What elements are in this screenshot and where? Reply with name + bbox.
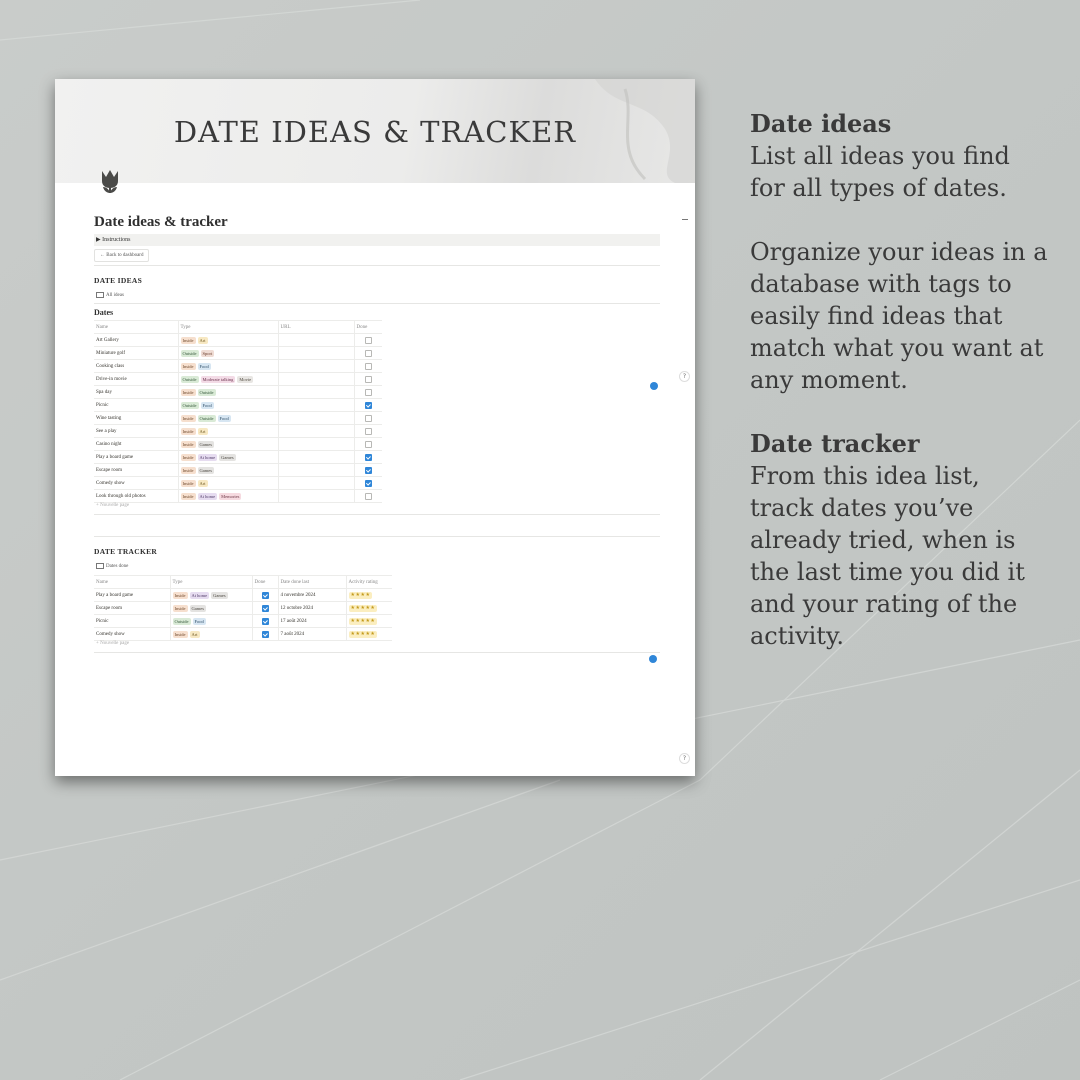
rating-cell[interactable] <box>346 615 392 628</box>
table-icon <box>96 563 104 569</box>
date-ideas-heading: DATE IDEAS <box>94 276 143 285</box>
tag-inside: Inside <box>182 389 194 395</box>
rating-cell[interactable] <box>346 589 392 602</box>
name-cell[interactable]: Picnic <box>94 399 178 412</box>
divider <box>94 514 660 515</box>
tracker-table <box>94 575 392 641</box>
tag-movie: Movie <box>239 376 252 382</box>
checkbox-unchecked[interactable] <box>365 389 372 396</box>
checkbox-unchecked[interactable] <box>365 441 372 448</box>
tag-inside: Inside <box>174 605 186 611</box>
tag-inside: Inside <box>182 363 194 369</box>
tag-food: Food <box>194 618 204 624</box>
date-ideas-heading-text: Date ideas <box>750 109 892 138</box>
tag-inside: Inside <box>182 467 194 473</box>
tag-sport: Sport <box>202 350 213 356</box>
type-cell[interactable] <box>178 464 278 477</box>
tag-games: Games <box>199 467 212 473</box>
url-cell[interactable] <box>278 360 354 373</box>
tag-inside: Inside <box>182 337 194 343</box>
tag-moderate: Moderate talking <box>202 376 234 382</box>
name-cell[interactable]: Play a board game <box>94 589 170 602</box>
checkbox-checked[interactable] <box>262 592 269 599</box>
type-cell[interactable] <box>178 438 278 451</box>
tulip-icon <box>99 169 121 195</box>
tag-art: Art <box>191 631 198 637</box>
checkbox-checked[interactable] <box>365 454 372 461</box>
tag-games: Games <box>191 605 204 611</box>
done-cell[interactable] <box>354 451 382 464</box>
column-header-date-done-last[interactable]: Date done last <box>278 576 346 589</box>
done-cell[interactable] <box>354 334 382 347</box>
url-cell[interactable] <box>278 425 354 438</box>
tag-inside: Inside <box>174 631 186 637</box>
done-cell[interactable] <box>252 589 278 602</box>
checkbox-unchecked[interactable] <box>365 415 372 422</box>
type-cell[interactable] <box>178 360 278 373</box>
url-cell[interactable] <box>278 490 354 503</box>
done-cell[interactable] <box>354 438 382 451</box>
tag-inside: Inside <box>182 480 194 486</box>
checkbox-unchecked[interactable] <box>365 363 372 370</box>
date-cell[interactable]: 17 août 2024 <box>278 615 346 628</box>
checkbox-checked[interactable] <box>365 480 372 487</box>
star-rating: ★★★★★ <box>350 617 376 624</box>
done-cell[interactable] <box>354 373 382 386</box>
type-cell[interactable] <box>178 373 278 386</box>
url-cell[interactable] <box>278 438 354 451</box>
tag-memories: Memories <box>221 493 240 499</box>
column-header-name[interactable]: Name <box>94 576 170 589</box>
name-cell[interactable]: Casino night <box>94 438 178 451</box>
type-cell[interactable] <box>178 477 278 490</box>
type-cell[interactable] <box>178 425 278 438</box>
table-row[interactable] <box>94 334 382 347</box>
name-cell[interactable]: Comedy show <box>94 477 178 490</box>
dates-done-view-tab[interactable] <box>96 563 128 569</box>
view-tab-label: All ideas <box>106 293 124 299</box>
type-cell[interactable] <box>178 399 278 412</box>
checkbox-checked[interactable] <box>262 618 269 625</box>
url-cell[interactable] <box>278 451 354 464</box>
name-cell[interactable]: Play a board game <box>94 451 178 464</box>
done-cell[interactable] <box>354 347 382 360</box>
table-row[interactable] <box>94 451 382 464</box>
name-cell[interactable]: Cooking class <box>94 360 178 373</box>
tag-athome: At home <box>199 454 216 460</box>
date-tracker-heading: DATE TRACKER <box>94 547 158 556</box>
column-header-type[interactable]: Type <box>178 321 278 334</box>
type-cell[interactable] <box>170 615 252 628</box>
checkbox-unchecked[interactable] <box>365 428 372 435</box>
done-cell[interactable] <box>354 490 382 503</box>
type-cell[interactable] <box>178 490 278 503</box>
checkbox-checked[interactable] <box>365 402 372 409</box>
table-row[interactable] <box>94 399 382 412</box>
date-tracker-heading-text: Date tracker <box>750 429 920 458</box>
url-cell[interactable] <box>278 386 354 399</box>
type-cell[interactable] <box>178 347 278 360</box>
column-header-url[interactable]: URL <box>278 321 354 334</box>
name-cell[interactable]: Wine tasting <box>94 412 178 425</box>
page-title: Date ideas & tracker <box>94 214 228 230</box>
table-row[interactable] <box>94 347 382 360</box>
table-row[interactable] <box>94 615 392 628</box>
column-header-activity-rating[interactable]: Activity rating <box>346 576 392 589</box>
url-cell[interactable] <box>278 373 354 386</box>
all-ideas-view-tab[interactable] <box>96 292 124 298</box>
done-cell[interactable] <box>354 412 382 425</box>
divider <box>94 303 660 304</box>
toggle-triangle-icon: ▶ <box>96 237 101 243</box>
done-cell[interactable] <box>252 602 278 615</box>
name-cell[interactable]: Spa day <box>94 386 178 399</box>
new-page-button[interactable]: + Nouvelle page <box>96 503 130 508</box>
column-header-name[interactable]: Name <box>94 321 178 334</box>
table-row[interactable] <box>94 589 392 602</box>
back-button-label: Back to dashboard <box>106 253 144 258</box>
type-cell[interactable] <box>178 451 278 464</box>
table-row[interactable] <box>94 412 382 425</box>
tag-outside: Outside <box>182 350 197 356</box>
tag-inside: Inside <box>182 428 194 434</box>
new-page-button[interactable]: + Nouvelle page <box>96 641 130 646</box>
cover-banner <box>55 79 695 183</box>
tag-athome: At home <box>191 592 208 598</box>
new-page-label: Nouvelle page <box>100 641 130 646</box>
tag-games: Games <box>213 592 226 598</box>
ideas-table <box>94 320 382 503</box>
table-row[interactable] <box>94 360 382 373</box>
divider <box>94 265 660 266</box>
check-badge-icon[interactable] <box>649 655 657 663</box>
done-cell[interactable] <box>354 477 382 490</box>
date-cell[interactable]: 4 novembre 2024 <box>278 589 346 602</box>
checkbox-unchecked[interactable] <box>365 493 372 500</box>
star-rating: ★★★★ <box>350 591 371 598</box>
tag-athome: At home <box>199 493 216 499</box>
instructions-toggle[interactable] <box>94 234 660 246</box>
table-row[interactable] <box>94 425 382 438</box>
type-cell[interactable] <box>178 334 278 347</box>
tag-outside: Outside <box>174 618 189 624</box>
rating-cell[interactable] <box>346 628 392 641</box>
type-cell[interactable] <box>170 589 252 602</box>
table-row[interactable] <box>94 386 382 399</box>
tag-outside: Outside <box>199 415 214 421</box>
tag-food: Food <box>199 363 209 369</box>
table-icon <box>96 292 104 298</box>
column-header-done[interactable]: Done <box>354 321 382 334</box>
dates-database-title: Dates <box>94 308 114 317</box>
done-cell[interactable] <box>252 615 278 628</box>
checkbox-unchecked[interactable] <box>365 350 372 357</box>
tag-art: Art <box>199 337 206 343</box>
done-cell[interactable] <box>354 399 382 412</box>
done-cell[interactable] <box>252 628 278 641</box>
type-cell[interactable] <box>170 602 252 615</box>
tag-outside: Outside <box>199 389 214 395</box>
tag-inside: Inside <box>174 592 186 598</box>
collapse-handle[interactable] <box>682 219 688 220</box>
column-header-type[interactable]: Type <box>170 576 252 589</box>
notion-screenshot <box>55 79 695 776</box>
new-page-label: Nouvelle page <box>100 503 130 508</box>
checkbox-checked[interactable] <box>365 467 372 474</box>
checkbox-unchecked[interactable] <box>365 337 372 344</box>
help-icon[interactable]: ? <box>679 753 690 764</box>
view-tab-label: Dates done <box>106 564 129 570</box>
type-cell[interactable] <box>178 412 278 425</box>
done-cell[interactable] <box>354 360 382 373</box>
name-cell[interactable]: Escape room <box>94 464 178 477</box>
tag-art: Art <box>199 428 206 434</box>
divider <box>94 536 660 537</box>
arrow-left-icon: ← <box>100 253 105 258</box>
table-row[interactable] <box>94 628 392 641</box>
table-row[interactable] <box>94 490 382 503</box>
done-cell[interactable] <box>354 386 382 399</box>
done-cell[interactable] <box>354 464 382 477</box>
tag-food: Food <box>219 415 229 421</box>
tag-games: Games <box>199 441 212 447</box>
date-tracker-description: From this idea list, track dates you’ve already tried, when is the last time you did it and your rating of the activity. <box>750 462 1025 650</box>
tag-outside: Outside <box>182 376 197 382</box>
url-cell[interactable] <box>278 334 354 347</box>
tag-food: Food <box>202 402 212 408</box>
star-rating: ★★★★★ <box>350 604 376 611</box>
tag-games: Games <box>221 454 234 460</box>
date-cell[interactable]: 12 octobre 2024 <box>278 602 346 615</box>
url-cell[interactable] <box>278 477 354 490</box>
table-row[interactable] <box>94 477 382 490</box>
type-cell[interactable] <box>170 628 252 641</box>
tag-outside: Outside <box>182 402 197 408</box>
rating-cell[interactable] <box>346 602 392 615</box>
name-cell[interactable]: Picnic <box>94 615 170 628</box>
url-cell[interactable] <box>278 399 354 412</box>
tag-art: Art <box>199 480 206 486</box>
organize-description: Organize your ideas in a database with tags to easily find ideas that match what you want at any moment. <box>750 238 1048 394</box>
name-cell[interactable]: Art Gallery <box>94 334 178 347</box>
date-cell[interactable]: 7 août 2024 <box>278 628 346 641</box>
done-cell[interactable] <box>354 425 382 438</box>
tag-inside: Inside <box>182 454 194 460</box>
name-cell[interactable]: Comedy show <box>94 628 170 641</box>
name-cell[interactable]: Miniature golf <box>94 347 178 360</box>
tag-inside: Inside <box>182 493 194 499</box>
url-cell[interactable] <box>278 347 354 360</box>
tag-inside: Inside <box>182 415 194 421</box>
table-row[interactable] <box>94 464 382 477</box>
type-cell[interactable] <box>178 386 278 399</box>
url-cell[interactable] <box>278 412 354 425</box>
cover-title: DATE IDEAS & TRACKER <box>173 115 577 149</box>
table-row[interactable] <box>94 602 392 615</box>
description-panel <box>750 108 1050 684</box>
date-ideas-description: List all ideas you find for all types of dates. <box>750 142 1010 202</box>
name-cell[interactable]: Look through old photos <box>94 490 178 503</box>
star-rating: ★★★★★ <box>350 630 376 637</box>
help-icon[interactable]: ? <box>679 371 690 382</box>
divider <box>94 652 660 653</box>
instructions-label: Instructions <box>102 237 131 243</box>
column-header-done[interactable]: Done <box>252 576 278 589</box>
back-to-dashboard-button[interactable] <box>94 249 149 262</box>
tag-inside: Inside <box>182 441 194 447</box>
name-cell[interactable]: See a play <box>94 425 178 438</box>
name-cell[interactable]: Drive-in movie <box>94 373 178 386</box>
table-row[interactable] <box>94 438 382 451</box>
table-row[interactable] <box>94 373 382 386</box>
checkbox-unchecked[interactable] <box>365 376 372 383</box>
name-cell[interactable]: Escape room <box>94 602 170 615</box>
url-cell[interactable] <box>278 464 354 477</box>
check-badge-icon[interactable] <box>650 382 658 390</box>
checkbox-checked[interactable] <box>262 605 269 612</box>
checkbox-checked[interactable] <box>262 631 269 638</box>
